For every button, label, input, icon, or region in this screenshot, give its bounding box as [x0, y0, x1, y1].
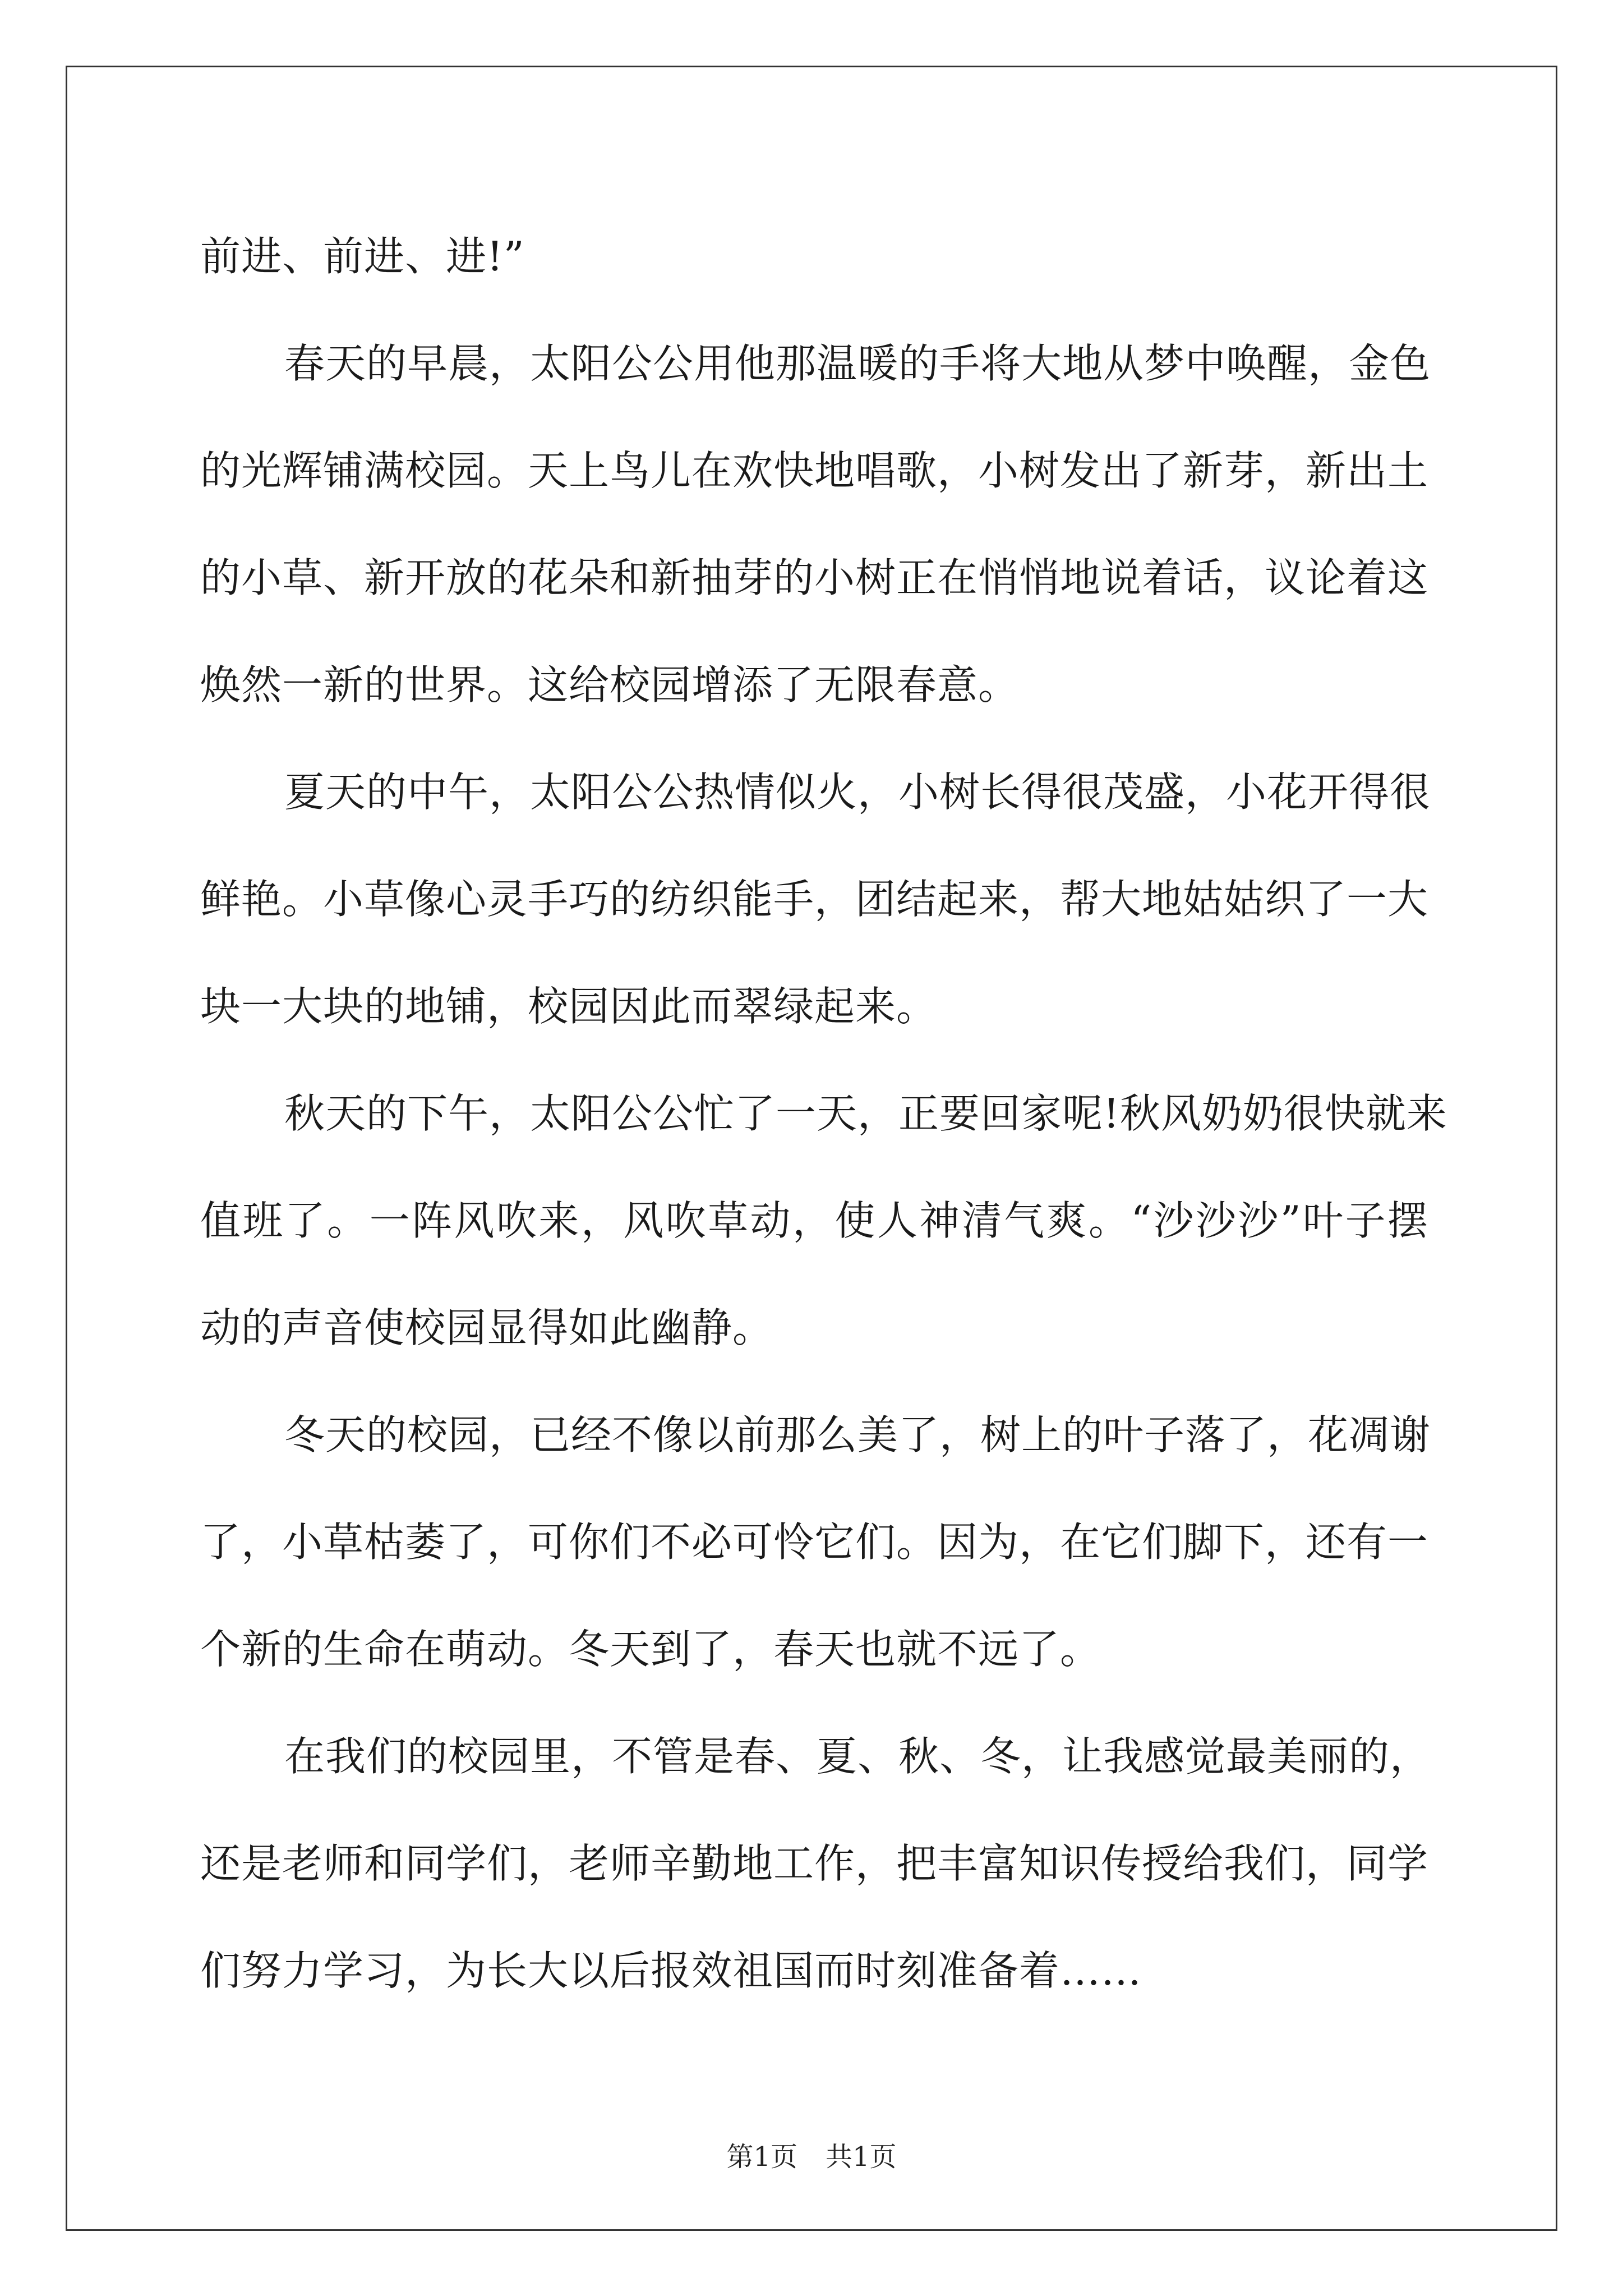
paragraph-3-line-1: 值班了。一阵风吹来，风吹草动，使人神清气爽。“沙沙沙”叶子摆 [200, 1197, 1428, 1244]
page-total: 共1页 [826, 2141, 897, 2173]
paragraph-1-line-3: 焕然一新的世界。这给校园增添了无限春意。 [200, 661, 1020, 708]
paragraph-4-line-1: 了，小草枯萎了，可你们不必可怜它们。因为，在它们脚下，还有一 [200, 1519, 1429, 1566]
paragraph-2-line-0: 夏天的中午，太阳公公热情似火，小树长得很茂盛，小花开得很 [284, 769, 1431, 816]
paragraph-4-line-0: 冬天的校园，已经不像以前那么美了，树上的叶子落了，花凋谢 [284, 1411, 1431, 1458]
paragraph-4-line-2: 个新的生命在萌动。冬天到了，春天也就不远了。 [200, 1626, 1101, 1673]
paragraph-1-line-2: 的小草、新开放的花朵和新抽芽的小树正在悄悄地说着话，议论着这 [200, 554, 1429, 601]
paragraph-5-line-2: 们努力学习，为长大以后报效祖国而时刻准备着…… [200, 1947, 1142, 1994]
paragraph-2-line-2: 块一大块的地铺，校园因此而翠绿起来。 [200, 983, 938, 1030]
paragraph-2-line-1: 鲜艳。小草像心灵手巧的纺织能手，团结起来，帮大地姑姑织了一大 [200, 876, 1429, 923]
paragraph-3-line-0: 秋天的下午，太阳公公忙了一天，正要回家呢!秋风奶奶很快就来 [284, 1090, 1447, 1137]
document-body [200, 203, 1447, 2024]
paragraph-1-line-0: 春天的早晨，太阳公公用他那温暖的手将大地从梦中唤醒，金色 [284, 340, 1431, 387]
page-footer [0, 2140, 1623, 2174]
paragraph-5-line-0: 在我们的校园里，不管是春、夏、秋、冬，让我感觉最美丽的， [284, 1733, 1431, 1780]
paragraph-0-line-0: 前进、前进、进!” [200, 233, 525, 280]
paragraph-5-line-1: 还是老师和同学们，老师辛勤地工作，把丰富知识传授给我们，同学 [200, 1840, 1429, 1887]
paragraph-1-line-1: 的光辉铺满校园。天上鸟儿在欢快地唱歌，小树发出了新芽，新出土 [200, 447, 1429, 494]
page-number: 第1页 [726, 2141, 797, 2173]
paragraph-3-line-2: 动的声音使校园显得如此幽静。 [200, 1304, 774, 1351]
